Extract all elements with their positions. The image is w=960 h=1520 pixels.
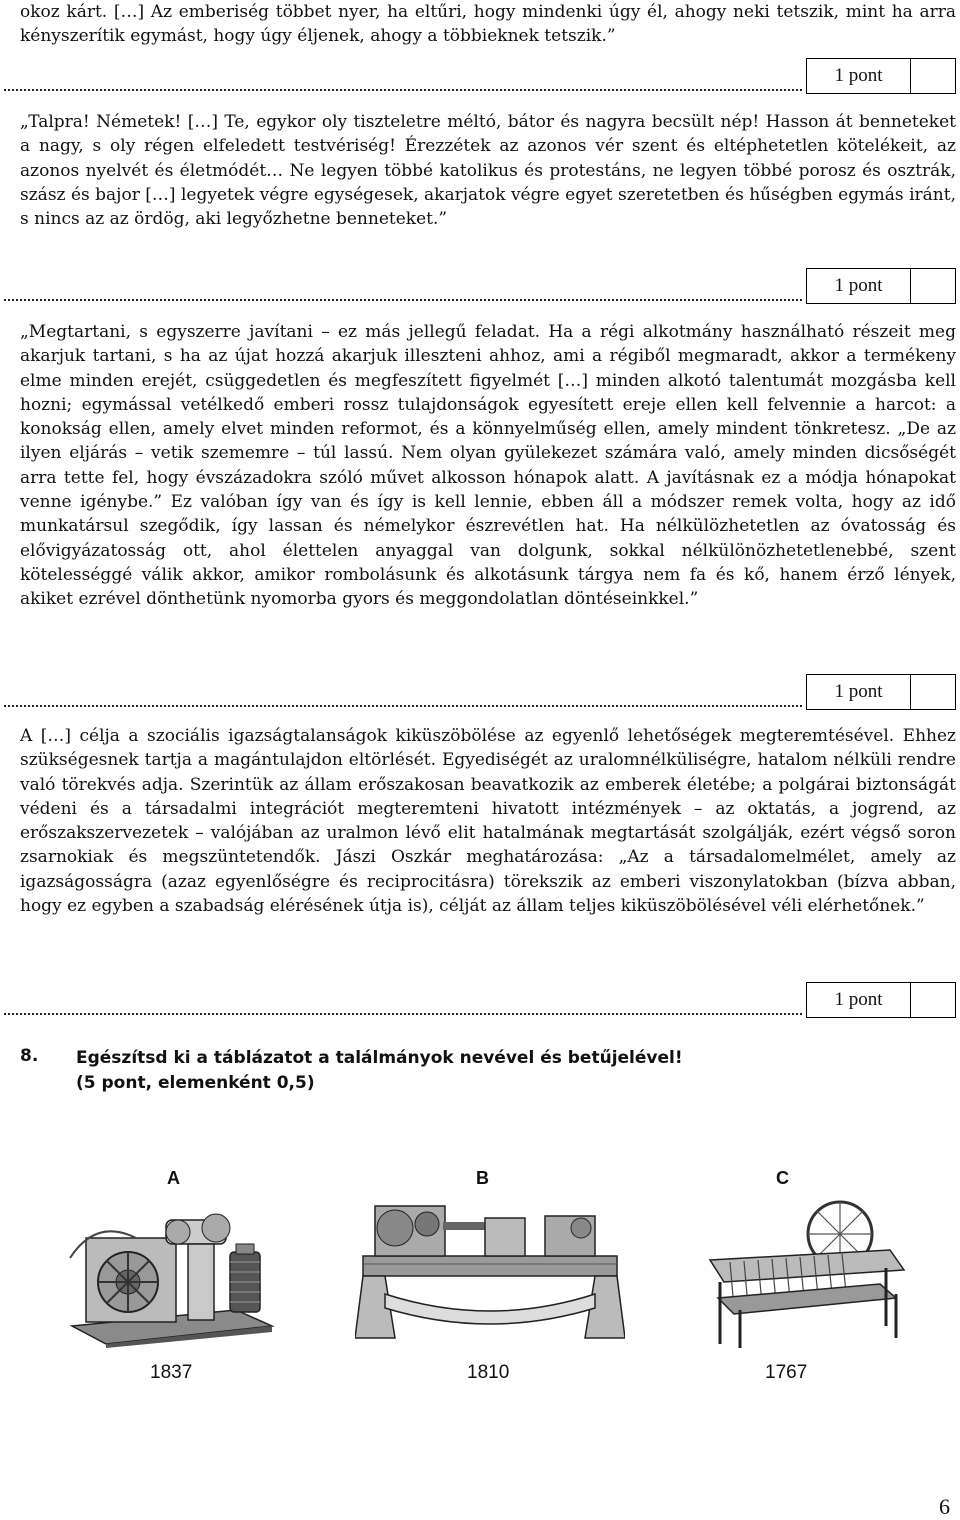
answer-row-2 <box>0 268 960 306</box>
question-instruction: Egészítsd ki a táblázatot a találmányok nevével és betűjelével! <box>76 1048 683 1068</box>
score-box <box>806 982 956 1018</box>
image-letter-c: C <box>776 1168 789 1188</box>
passage-4: A […] célja a szociális igazságtalanságok kiküszöbölése az egyenlő lehetőségek megteremtésével. Ehhez szükségesnek tartja a magántulajdon eltörlését. Egyediségét az uralomnélküliségre, hatalom nélküli rendre való törekvés adja. Szerintük az állam erőszakosan beavatkozik az emberek életébe; a polgárai biztonságát védeni és a társadalmi integrációt megteremteni hivatott intézmények – az oktatás, a jogrend, az erőszakszervezetek – valójában az uralmon lévő elit hatalmának megtartását szolgálják, ezért végső soron zsarnokiak és megszüntetendők. Jászi Oszkár meghatározása: „Az a társadalomelmélet, amely az igazságosságra (azaz egyenlőségre és reciprocitásra) törekszik az emberi viszonylatokban (bízva abban, hogy ez egyben a szabadság elérésének útja is), célját az állam teljes kiküszöbölésével véli elérhetőnek.” <box>20 726 956 917</box>
answer-row-1 <box>0 58 960 96</box>
score-field[interactable] <box>911 59 955 93</box>
score-field[interactable] <box>911 675 955 709</box>
answer-line[interactable] <box>4 89 802 91</box>
telegraph-illustration <box>66 1198 282 1348</box>
passage-2: „Talpra! Németek! […] Te, egykor oly tiszteletre méltó, bátor és nagyra becsült nép! Hasson át benneteket a nagy, s oly régen elfeledett testvériség! Érezzétek az azonos vér szent és eltéphetetlen kötelékeit, az azonos nyelvét és életmódét… Ne legyen többé katolikus és protestáns, ne legyen többé porosz és osztrák, szász és bajor […] legyetek végre egységesek, akarjatok végre egyet szeretetben és hűségben egymás iránt, s nincs az az ördög, aki legyőzhetne benneteket.” <box>20 112 956 230</box>
score-label: 1 pont <box>807 59 911 93</box>
passage-3: „Megtartani, s egyszerre javítani – ez más jellegű feladat. Ha a régi alkotmány használható részeit meg akarjuk tartani, s ha az újat hozzá akarjuk illeszteni ahhoz, ami a régiből megmaradt, akkor a termékeny elme minden erejét, csüggedetlen és megfeszített figyelmét […] minden alkotó talentumát mozgásba kell hozni; egymással vetélkedő emberi rossz tulajdonságok egyesített ereje ellen kell felvennie a harcot: a konokság ellen, amely elvet minden reformot, és a könnyelműség ellen, amely mindent tönkretesz. „De az ilyen eljárás – vetik szememre – túl lassú. Nem olyan gyülekezet számára való, amely minden dicsőségét arra tette fel, hogy évszázadokra szóló művet alkosson hónapok alatt. A javításnak ez a módja hónapokat venne igénybe.” Ez valóban így van és így is kell lennie, ebben áll a módszer remek volta, hogy az idő munkatársul szegődik, így lassan és némelykor észrevétlen hat. Ha nélkülözhetetlen az óvatosság és elővigyázatosság ott, ahol élettelen anyaggal van dolgunk, sokkal nélkülönözhetetlenebbé, szent kötelességgé válik akkor, amikor rombolásunk és alkotásunk tárgya nem fa és kő, hanem érző lények, akiket ezrével dönthetünk nyomorba gyors és meggondolatlan döntéseinkkel.” <box>20 322 956 610</box>
image-letter-a: A <box>167 1168 180 1188</box>
score-box <box>806 58 956 94</box>
answer-line[interactable] <box>4 299 802 301</box>
score-field[interactable] <box>911 983 955 1017</box>
question-text <box>76 1046 683 1096</box>
score-label: 1 pont <box>807 675 911 709</box>
score-field[interactable] <box>911 269 955 303</box>
answer-row-3 <box>0 674 960 712</box>
question-number: 8. <box>20 1046 39 1066</box>
image-letter-b: B <box>476 1168 489 1188</box>
answer-line[interactable] <box>4 1013 802 1015</box>
image-year-b: 1810 <box>467 1362 510 1383</box>
score-box <box>806 674 956 710</box>
answer-row-4 <box>0 982 960 1020</box>
image-year-a: 1837 <box>150 1362 193 1383</box>
answer-line[interactable] <box>4 705 802 707</box>
score-box <box>806 268 956 304</box>
page-number: 6 <box>939 1494 950 1519</box>
score-label: 1 pont <box>807 269 911 303</box>
image-year-c: 1767 <box>765 1362 808 1383</box>
question-points: (5 pont, elemenként 0,5) <box>76 1073 315 1093</box>
spinning-jenny-illustration <box>700 1198 910 1348</box>
lathe-illustration <box>355 1198 625 1348</box>
passage-1: okoz kárt. […] Az emberiség többet nyer, ha eltűri, hogy mindenki úgy él, ahogy neki tetszik, mint ha arra kényszerítik egymást, hogy úgy éljenek, ahogy a többieknek tetszik.” <box>20 2 956 47</box>
score-label: 1 pont <box>807 983 911 1017</box>
